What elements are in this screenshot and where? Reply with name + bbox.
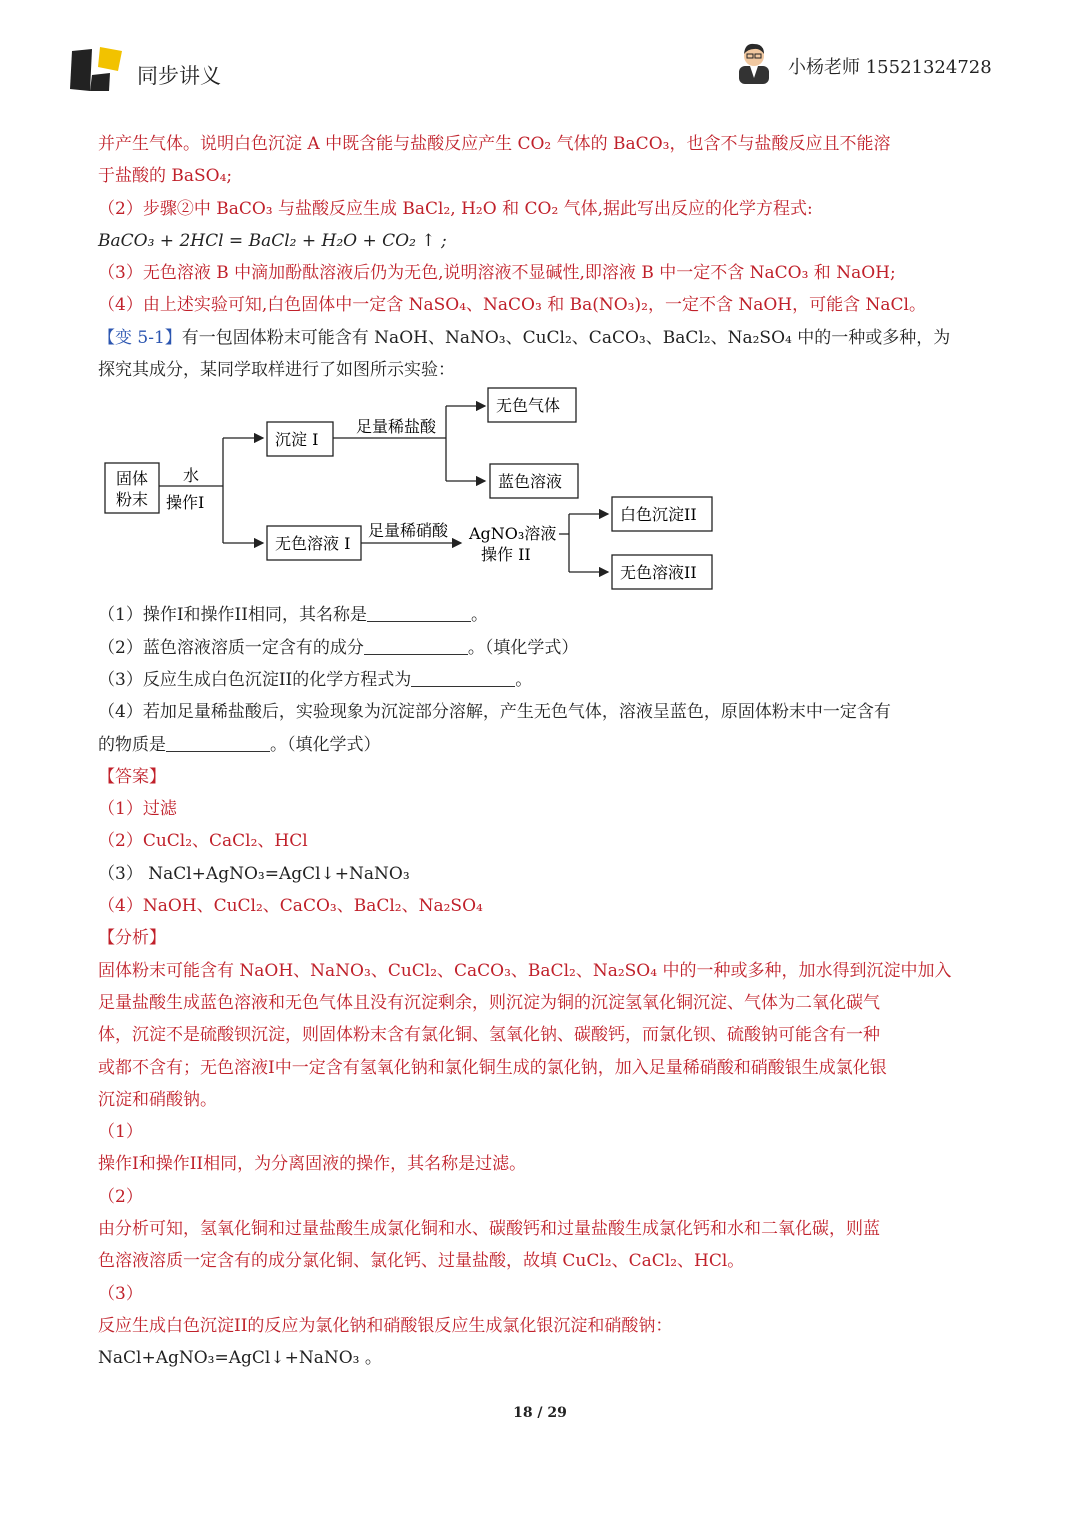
answer-line: （2）CuCl₂、CaCl₂、HCl <box>98 831 308 852</box>
question-1 <box>98 599 988 631</box>
text-line: （3）无色溶液 B 中滴加酚酞溶液后仍为无色,说明溶液不显碱性,即溶液 B 中一定不含 NaCO₃ 和 NaOH; <box>98 263 896 284</box>
question-4: （4）若加足量稀盐酸后，实验现象为沉淀部分溶解，产生无色气体，溶液呈蓝色，原固体粉末中一定含有 <box>98 702 891 723</box>
answer-blank[interactable] <box>367 603 471 622</box>
question-intro-cont: 探究其成分，某同学取样进行了如图所示实验： <box>98 360 455 381</box>
analysis-subheading: （1） <box>98 1122 143 1143</box>
question-text: 。（填化学式） <box>467 637 579 658</box>
label-solid-1: 固体 <box>116 469 149 489</box>
label-solid-2: 粉末 <box>116 490 149 510</box>
page-header <box>0 0 1080 110</box>
label-op1: 操作I <box>166 493 205 513</box>
text-line: （4）由上述实验可知,白色固体中一定含 NaSO₄、NaCO₃ 和 Ba(NO₃)₂，一定不含 NaOH，可能含 NaCl。 <box>98 295 926 316</box>
analysis-line: 由分析可知，氢氧化铜和过量盐酸生成氯化铜和水、碳酸钙和过量盐酸生成氯化钙和水和二氧化碳，则蓝 <box>98 1219 880 1240</box>
question-text: （2）蓝色溶液溶质一定含有的成分 <box>98 637 364 658</box>
box-white-precipitate-2 <box>612 497 712 531</box>
question-intro <box>98 322 988 354</box>
analysis-line: 或都不含有；无色溶液I中一定含有氢氧化钠和氯化铜生成的氯化钠，加入足量稀硝酸和硝酸银生成氯化银 <box>98 1057 887 1078</box>
label-hno3: 足量稀硝酸 <box>368 521 449 541</box>
answer-heading: 【答案】 <box>98 766 166 787</box>
label-sol1: 无色溶液 I <box>275 534 351 554</box>
question-text: 。（填化学式） <box>270 734 381 755</box>
text-line: 于盐酸的 BaSO₄; <box>98 166 233 187</box>
question-4-cont <box>98 729 988 761</box>
label-hcl: 足量稀盐酸 <box>356 417 437 437</box>
question-2 <box>98 632 988 664</box>
box-blue-solution <box>490 464 578 498</box>
answer-blank[interactable] <box>411 668 515 687</box>
box-solid-powder <box>105 463 159 513</box>
box-solution-1 <box>267 526 361 560</box>
analysis-line: 沉淀和硝酸钠。 <box>98 1089 217 1110</box>
question-text: （3）反应生成白色沉淀II的化学方程式为 <box>98 669 412 690</box>
answer-line: （1）过滤 <box>98 799 177 820</box>
equation-line: NaCl+AgNO₃=AgCl↓+NaNO₃ 。 <box>98 1348 382 1369</box>
label-water: 水 <box>183 466 200 486</box>
label-precip1: 沉淀 I <box>275 430 319 450</box>
analysis-line: 色溶液溶质一定含有的成分氯化铜、氯化钙、过量盐酸，故填 CuCl₂、CaCl₂、HCl。 <box>98 1251 745 1272</box>
question-text: 的物质是 <box>98 734 166 755</box>
teacher-avatar-icon <box>735 40 773 84</box>
answer-line: （4）NaOH、CuCl₂、CaCO₃、BaCl₂、Na₂SO₄ <box>98 896 483 917</box>
label-blue: 蓝色溶液 <box>498 472 563 492</box>
question-3 <box>98 664 988 696</box>
analysis-subheading: （3） <box>98 1283 143 1304</box>
analysis-line: 足量盐酸生成蓝色溶液和无色气体且没有沉淀剩余，则沉淀为铜的沉淀氢氧化铜沉淀、气体为二氧化碳气 <box>98 992 880 1013</box>
analysis-line: 固体粉末可能含有 NaOH、NaNO₃、CuCl₂、CaCO₃、BaCl₂、Na₂SO₄ 中的一种或多种，加水得到沉淀中加入 <box>98 960 952 981</box>
brand-logo-icon <box>70 45 126 93</box>
analysis-subheading: （2） <box>98 1186 143 1207</box>
box-colorless-gas <box>488 388 576 422</box>
question-intro-text: 有一包固体粉末可能含有 NaOH、NaNO₃、CuCl₂、CaCO₃、BaCl₂、Na₂SO₄ 中的一种或多种，为 <box>181 327 951 348</box>
answer-blank[interactable] <box>166 733 270 752</box>
analysis-heading: 【分析】 <box>98 928 166 949</box>
analysis-line: 反应生成白色沉淀II的反应为氯化钠和硝酸银反应生成氯化银沉淀和硝酸钠： <box>98 1315 673 1336</box>
label-sol2: 无色溶液II <box>620 563 697 583</box>
label-agno3: AgNO₃溶液 <box>469 524 557 544</box>
label-op2: 操作 II <box>481 545 531 565</box>
question-text: 。 <box>515 669 533 690</box>
text-line: 并产生气体。说明白色沉淀 A 中既含能与盐酸反应产生 CO₂ 气体的 BaCO₃，也含不与盐酸反应且不能溶 <box>98 134 891 154</box>
question-text: 。 <box>470 605 488 626</box>
brand-name: 同步讲义 <box>137 64 221 88</box>
answer-line: （3） NaCl+AgNO₃=AgCl↓+NaNO₃ <box>98 863 410 884</box>
box-precipitate-1 <box>267 422 333 456</box>
analysis-line: 体，沉淀不是硫酸钡沉淀，则固体粉末含有氯化铜、氢氧化钠、碳酸钙，而氯化钡、硫酸钠可能含有一种 <box>98 1025 880 1046</box>
experiment-flow-diagram <box>103 386 988 599</box>
equation-line: BaCO₃ + 2HCl = BaCl₂ + H₂O + CO₂ ↑ ; <box>98 230 447 251</box>
label-white2: 白色沉淀II <box>620 505 697 525</box>
teacher-contact: 小杨老师 15521324728 <box>788 57 992 78</box>
answer-blank[interactable] <box>364 636 468 655</box>
analysis-line: 操作I和操作II相同，为分离固液的操作，其名称是过滤。 <box>98 1154 527 1175</box>
question-text: （1）操作I和操作II相同，其名称是 <box>98 605 367 626</box>
box-solution-2 <box>612 555 712 589</box>
text-line: （2）步骤②中 BaCO₃ 与盐酸反应生成 BaCl₂, H₂O 和 CO₂ 气体,据此写出反应的化学方程式: <box>98 198 813 219</box>
label-gas: 无色气体 <box>496 396 561 416</box>
document-body <box>98 128 988 1375</box>
page-number: 18 / 29 <box>513 1405 567 1421</box>
question-tag: 【变 5-1】 <box>98 327 182 348</box>
